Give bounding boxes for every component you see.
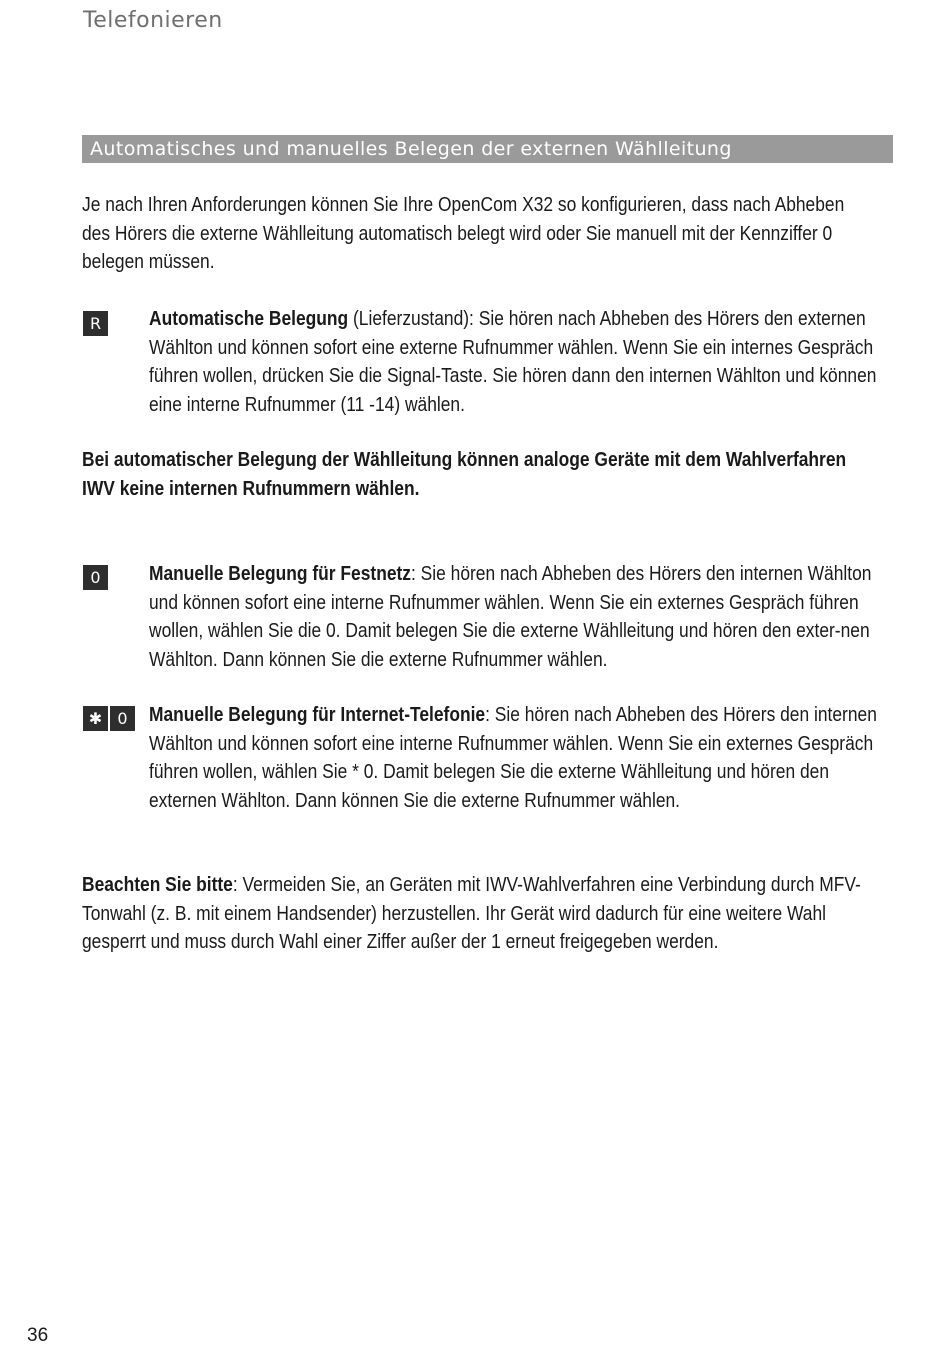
section-heading-bar [82, 135, 893, 163]
warning-paragraph: Bei automatischer Belegung der Wählleitung können analoge Geräte mit dem Wahlverfahren IWV keine internen Rufnummern wählen. [82, 449, 847, 500]
item-automatic [149, 305, 891, 419]
item-internet-text: : Sie hören nach Abheben des Hörers den internen Wählton und können sofort eine interne Rufnummer wählen. Wenn Sie ein externes Gespräch führen wollen, wählen Sie * 0. Damit belegen Sie die externe Wählleitung und hören den externen Wählton. Dann können Sie die externe Rufnummer wählen. [149, 704, 877, 812]
item-automatic-term: Automatische Belegung [149, 308, 349, 330]
note-term: Beachten Sie bitte [82, 874, 233, 896]
section-heading: Automatisches und manuelles Belegen der externen Wählleitung [90, 138, 732, 160]
item-festnetz [149, 560, 891, 674]
item-automatic-text: (Lieferzustand): Sie hören nach Abheben des Hörers den externen Wählton und können sofort eine externe Rufnummer wählen. Wenn Sie ein internes Gespräch führen wollen, drücken Sie die Signal-Taste. Sie hören dann den internen Wählton und können eine interne Rufnummer (11 -14) wählen. [149, 308, 877, 416]
star-key-icon: ✱ [83, 706, 108, 731]
page-header-title: Telefonieren [83, 8, 223, 33]
note-paragraph [82, 871, 875, 957]
item-internet-telefonie [149, 701, 891, 815]
note-text: : Vermeiden Sie, an Geräten mit IWV-Wahlverfahren eine Verbindung durch MFV-Tonwahl (z. B. mit einem Handsender) herzustellen. Ihr Gerät wird dadurch für eine weitere Wahl gesperrt und muss durch Wahl einer Ziffer außer der 1 erneut freigegeben werden. [82, 874, 861, 953]
item-internet-term: Manuelle Belegung für Internet-Telefonie [149, 704, 486, 726]
item-festnetz-term: Manuelle Belegung für Festnetz [149, 563, 412, 585]
zero-key-icon: 0 [83, 565, 108, 590]
r-key-icon: R [83, 311, 108, 336]
item-festnetz-text: : Sie hören nach Abheben des Hörers den internen Wählton und können sofort eine interne Rufnummer wählen. Wenn Sie ein externes Gespräch führen wollen, wählen Sie die 0. Damit belegen Sie die externe Wählleitung und hören den exter-nen Wählton. Dann können Sie die externe Rufnummer wählen. [149, 563, 872, 671]
page-number: 36 [27, 1325, 49, 1346]
zero-key-icon: 0 [110, 706, 135, 731]
intro-paragraph: Je nach Ihren Anforderungen können Sie Ihre OpenCom X32 so konfigurieren, dass nach Abheben des Hörers die externe Wählleitung automatisch belegt wird oder Sie manuell mit der Kennziffer 0 belegen müssen. [82, 194, 845, 273]
